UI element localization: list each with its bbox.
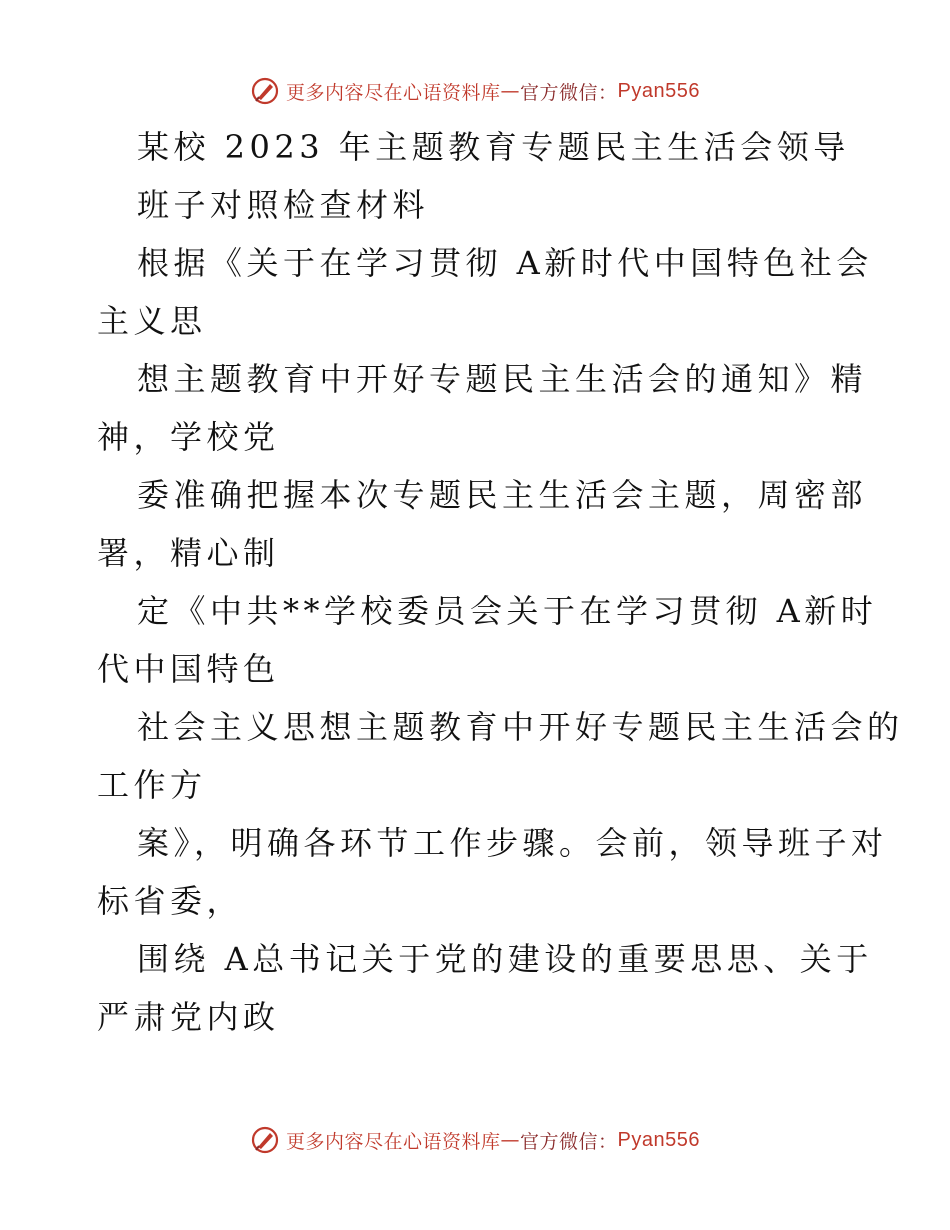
body-text-line: 严肃党内政 <box>97 998 280 1036</box>
body-text-line: 案》，明确各环节工作步骤。会前，领导班子对 <box>137 824 888 862</box>
body-text-line: 署，精心制 <box>97 534 280 572</box>
banner-dash: — <box>500 1129 521 1151</box>
body-text-line: 工作方 <box>97 766 207 804</box>
quill-logo-icon <box>250 76 280 106</box>
banner-label: 官方微信： <box>520 1130 618 1153</box>
body-text-line: 代中国特色 <box>97 650 280 688</box>
footer-watermark-banner <box>0 1120 950 1160</box>
banner-main-text: 更多内容尽在心语资料库 <box>286 81 501 104</box>
body-text-line: 主义思 <box>97 302 207 340</box>
banner-dash: — <box>500 80 521 102</box>
body-text-line: 围绕 A总书记关于党的建设的重要思思、关于 <box>137 940 873 978</box>
document-title-line: 班子对照检查材料 <box>137 186 430 224</box>
body-text-line: 想主题教育中开好专题民主生活会的通知》精 <box>137 360 868 398</box>
header-watermark-banner <box>0 71 950 111</box>
banner-main-text: 更多内容尽在心语资料库 <box>286 1130 501 1153</box>
banner-wechat-id: Pyan556 <box>617 1128 700 1151</box>
document-body <box>0 118 950 1046</box>
banner-label: 官方微信： <box>520 81 618 104</box>
body-text-line: 神，学校党 <box>97 418 280 456</box>
body-text-line: 定《中共**学校委员会关于在学习贯彻 A新时 <box>137 592 878 630</box>
body-text-line: 标省委， <box>97 882 244 920</box>
quill-logo-icon <box>250 1125 280 1155</box>
body-text-line: 根据《关于在学习贯彻 A新时代中国特色社会 <box>137 244 873 282</box>
body-text-line: 社会主义思想主题教育中开好专题民主生活会的 <box>137 708 904 746</box>
document-title-line: 某校 2023 年主题教育专题民主生活会领导 <box>137 128 850 166</box>
body-text-line: 委准确把握本次专题民主生活会主题，周密部 <box>137 476 868 514</box>
banner-wechat-id: Pyan556 <box>617 79 700 102</box>
